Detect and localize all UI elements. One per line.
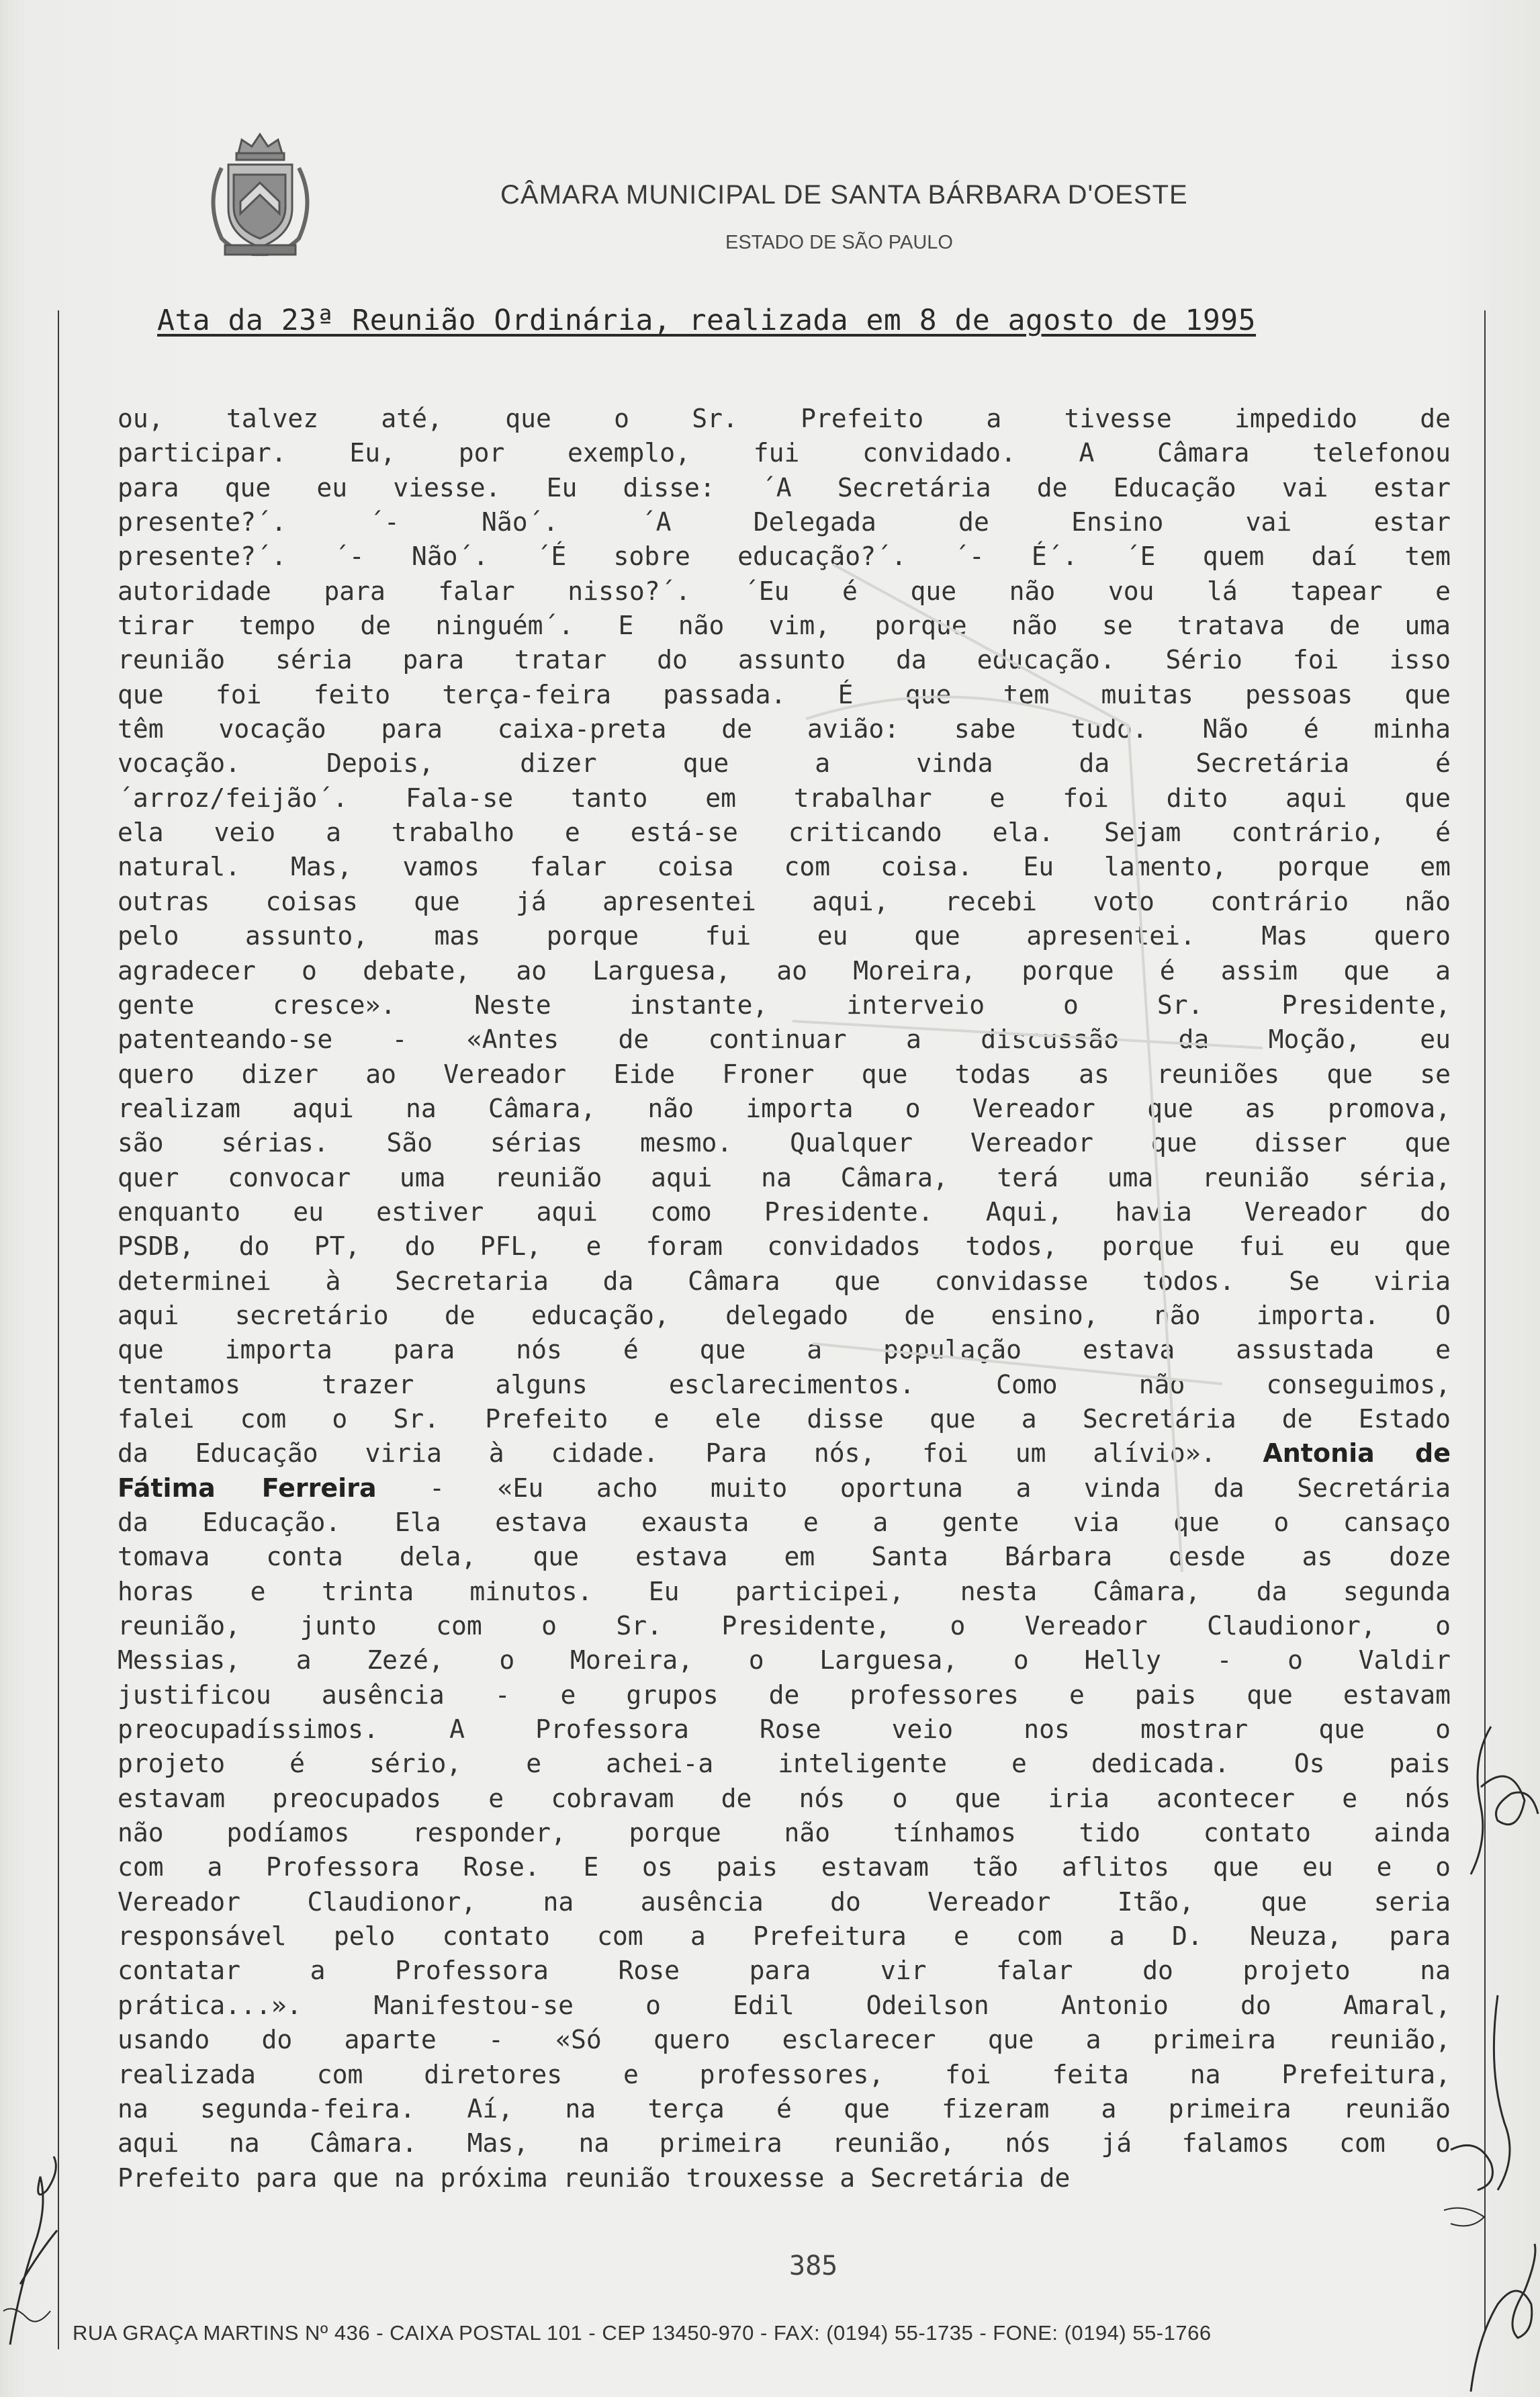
text-line: outras coisas que já apresentei aqui, recebi voto contrário não xyxy=(118,886,1451,916)
text-line: determinei à Secretaria da Câmara que convidasse todos. Se viria xyxy=(118,1266,1451,1296)
text-line: natural. Mas, vamos falar coisa com coisa. Eu lamento, porque em xyxy=(118,852,1451,882)
speaker-name: Antonia de xyxy=(1263,1438,1451,1469)
text-line: não podíamos responder, porque não tínhamos tido contato ainda xyxy=(118,1818,1451,1848)
left-margin-rule xyxy=(58,310,59,2349)
text-line: quero dizer ao Vereador Eide Froner que todas as reuniões que se xyxy=(118,1059,1451,1089)
text-line: aqui na Câmara. Mas, na primeira reunião, nós já falamos com o xyxy=(118,2128,1451,2159)
text-line: quer convocar uma reunião aqui na Câmara, terá uma reunião séria, xyxy=(118,1162,1451,1192)
text-line: autoridade para falar nisso?´. ´Eu é que não vou lá tapear e xyxy=(118,576,1451,606)
text-line: vocação. Depois, dizer que a vinda da Secretária é xyxy=(118,748,1451,779)
text-line: patenteando-se - «Antes de continuar a discussão da Moção, eu xyxy=(118,1025,1451,1055)
text-line: enquanto eu estiver aqui como Presidente. Aqui, havia Vereador do xyxy=(118,1196,1451,1227)
minutes-title: Ata da 23ª Reunião Ordinária, realizada em 8 de agosto de 1995 xyxy=(157,304,1257,337)
text-line: ou, talvez até, que o Sr. Prefeito a tivesse impedido de xyxy=(118,404,1451,433)
text-line: ´arroz/feijão´. Fala-se tanto em trabalhar e foi dito aqui que xyxy=(118,783,1451,813)
text-line: ela veio a trabalho e está-se criticando ela. Sejam contrário, é xyxy=(118,818,1451,848)
text-line: PSDB, do PT, do PFL, e foram convidados todos, porque fui eu que xyxy=(118,1231,1451,1262)
speaker-name-continuation: Fátima Ferreira xyxy=(118,1473,377,1503)
text-line: tirar tempo de ninguém´. E não vim, porque não se tratava de uma xyxy=(118,611,1451,641)
text-line: estavam preocupados e cobravam de nós o que iria acontecer e nós xyxy=(118,1783,1451,1813)
footer-address: RUA GRAÇA MARTINS Nº 436 - CAIXA POSTAL 101 - CEP 13450-970 - FAX: (0194) 55-1735 - FONE: (0194) 55-1766 xyxy=(73,2321,1212,2345)
text-line: realizada com diretores e professores, foi feita na Prefeitura, xyxy=(118,2059,1451,2089)
text-line: para que eu viesse. Eu disse: ´A Secretária de Educação vai estar xyxy=(118,472,1451,503)
state-name: ESTADO DE SÃO PAULO xyxy=(725,232,953,253)
text-line: pelo assunto, mas porque fui eu que apresentei. Mas quero xyxy=(118,921,1451,951)
text-line: justificou ausência - e grupos de professores e pais que estavam xyxy=(118,1680,1451,1710)
page-number: 385 xyxy=(789,2251,838,2281)
text-line: contatar a Professora Rose para vir falar do projeto na xyxy=(118,1956,1451,1986)
text-line: projeto é sério, e achei-a inteligente e dedicada. Os pais xyxy=(118,1749,1451,1779)
right-margin-signature-2 xyxy=(1424,1989,1540,2392)
text-line: participar. Eu, por exemplo, fui convidado. A Câmara telefonou xyxy=(118,438,1451,468)
text-line: reunião séria para tratar do assunto da educação. Sério foi isso xyxy=(118,645,1451,675)
text-line-speaker-continuation xyxy=(118,1471,1451,1506)
chamber-name: CÂMARA MUNICIPAL DE SANTA BÁRBARA D'OESTE xyxy=(500,180,1188,210)
text-line: agradecer o debate, ao Larguesa, ao Moreira, porque é assim que a xyxy=(118,955,1451,986)
text-line: prática...». Manifestou-se o Edil Odeilson Antonio do Amaral, xyxy=(118,1990,1451,2020)
text-line: gente cresce». Neste instante, interveio o Sr. Presidente, xyxy=(118,990,1451,1020)
text-line: falei com o Sr. Prefeito e ele disse que a Secretária de Estado xyxy=(118,1403,1451,1434)
text-line: têm vocação para caixa-preta de avião: sabe tudo. Não é minha xyxy=(118,714,1451,744)
text-line: presente?´. ´- Não´. ´É sobre educação?´. ´- É´. ´E quem daí tem xyxy=(118,541,1451,572)
text-line: Prefeito para que na próxima reunião trouxesse a Secretária de xyxy=(118,2163,1071,2193)
text-line: realizam aqui na Câmara, não importa o Vereador que as promova, xyxy=(118,1093,1451,1123)
coat-of-arms-icon xyxy=(201,128,319,262)
text-line: Messias, a Zezé, o Moreira, o Larguesa, o Helly - o Valdir xyxy=(118,1645,1451,1675)
text-line: que foi feito terça-feira passada. É que tem muitas pessoas que xyxy=(118,679,1451,709)
text-line-part: da Educação viria à cidade. Para nós, foi um alívio». xyxy=(118,1438,1216,1469)
text-line: da Educação. Ela estava exausta e a gente via que o cansaço xyxy=(118,1508,1451,1537)
text-line: preocupadíssimos. A Professora Rose veio nos mostrar que o xyxy=(118,1714,1451,1745)
text-line: tentamos trazer alguns esclarecimentos. Como não conseguimos, xyxy=(118,1369,1451,1399)
minutes-body xyxy=(118,402,1451,2195)
text-line: presente?´. ´- Não´. ´A Delegada de Ensino vai estar xyxy=(118,507,1451,537)
right-margin-signature-1 xyxy=(1444,1720,1540,1881)
text-line-with-speaker xyxy=(118,1436,1451,1471)
text-line: reunião, junto com o Sr. Presidente, o Vereador Claudionor, o xyxy=(118,1611,1451,1641)
text-line: aqui secretário de educação, delegado de ensino, não importa. O xyxy=(118,1300,1451,1330)
text-line: são sérias. São sérias mesmo. Qualquer Vereador que disser que xyxy=(118,1128,1451,1158)
text-line: Vereador Claudionor, na ausência do Vereador Itão, que seria xyxy=(118,1886,1451,1917)
text-line: horas e trinta minutos. Eu participei, nesta Câmara, da segunda xyxy=(118,1576,1451,1606)
text-line-part: - «Eu acho muito oportuna a vinda da Secretária xyxy=(376,1473,1451,1503)
text-line: com a Professora Rose. E os pais estavam tão aflitos que eu e o xyxy=(118,1852,1451,1882)
left-margin-signature xyxy=(0,2150,81,2351)
text-line: que importa para nós é que a população estava assustada e xyxy=(118,1335,1451,1365)
text-line: na segunda-feira. Aí, na terça é que fizeram a primeira reunião xyxy=(118,2093,1451,2124)
text-line: tomava conta dela, que estava em Santa Bárbara desde as doze xyxy=(118,1542,1451,1572)
text-line: usando do aparte - «Só quero esclarecer que a primeira reunião, xyxy=(118,2025,1451,2055)
text-line: responsável pelo contato com a Prefeitura e com a D. Neuza, para xyxy=(118,1921,1451,1952)
